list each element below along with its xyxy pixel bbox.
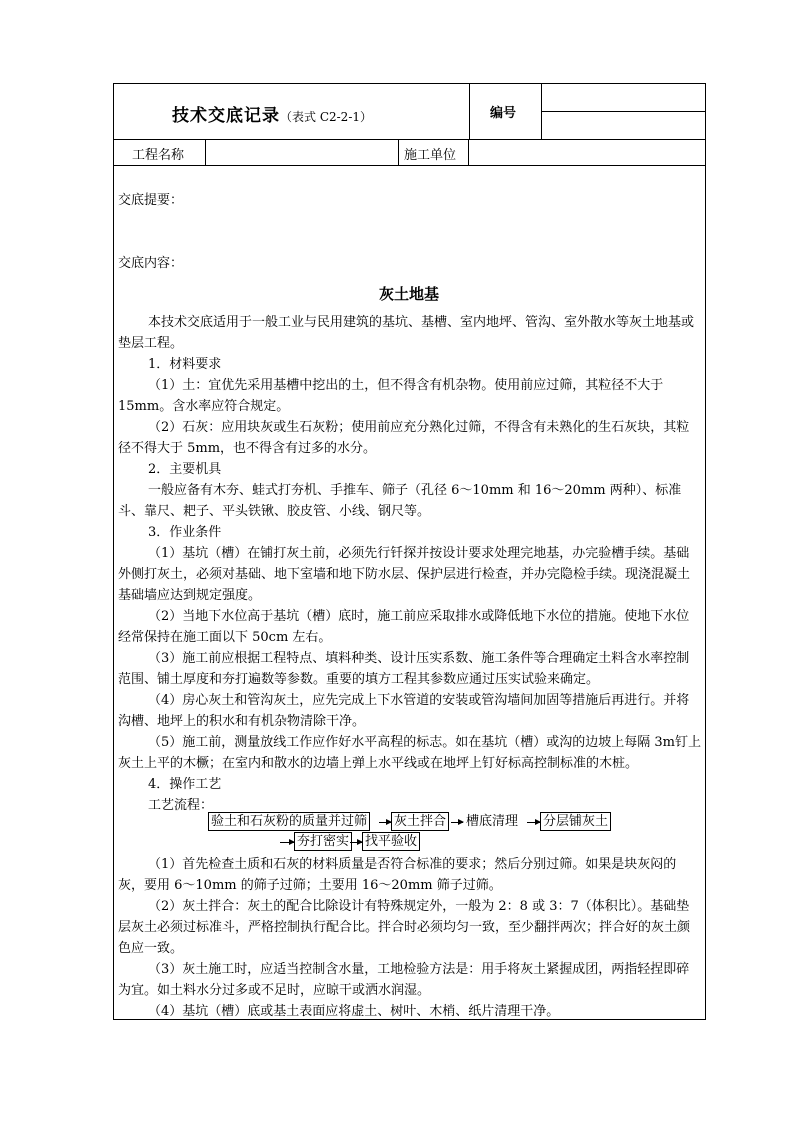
section-4-para-1: （1）首先检查土质和石灰的材料质量是否符合标准的要求；然后分别过筛。如果是块灰闷的灰，要用 6～10mm 的筛子过筛；土要用 16～20mm 筛子过筛。 (118, 857, 677, 893)
body-block-1 (118, 312, 702, 816)
section-1-title: 1．材料要求 (148, 357, 222, 372)
flow-arrow (379, 822, 391, 823)
flow-step-compact: 夯打密实 (294, 832, 352, 851)
section-3-para-3: （3）施工前应根据工程特点、填料种类、设计压实系数、施工条件等合理确定土料含水率控制范围、铺土厚度和夯打遍数等参数。重要的填方工程其参数应通过压实试验来确定。 (118, 651, 690, 687)
section-4-para-3: （3）灰土施工时，应适当控制含水量，工地检验方法是：用手将灰土紧握成团，两指轻捏即碎为宜。如土料水分过多或不足时，应晾干或洒水润湿。 (118, 962, 690, 998)
divider (114, 165, 705, 166)
record-sheet (113, 83, 706, 1020)
flow-label: 工艺流程： (148, 798, 214, 813)
construction-unit-label: 施工单位 (404, 148, 457, 163)
section-1-para-2: （2）石灰：应用块灰或生石灰粉；使用前应充分熟化过筛，不得含有未熟化的生石灰块，其粒径不得大于 5mm，也不得含有过多的水分。 (118, 420, 690, 456)
section-4-title: 4．操作工艺 (148, 777, 222, 792)
section-4-para-4: （4）基坑（槽）底或基土表面应将虚土、树叶、木梢、纸片清理干净。 (148, 1004, 560, 1019)
title-text: 技术交底记录 (172, 106, 280, 126)
flow-arrow (350, 842, 362, 843)
section-3-para-2: （2）当地下水位高于基坑（槽）底时，施工前应采取排水或降低地下水位的措施。使地下水位经常保持在施工面以下 50cm 左右。 (118, 609, 690, 645)
project-name-label: 工程名称 (132, 148, 185, 163)
section-2-title: 2．主要机具 (148, 462, 222, 477)
form-title (172, 101, 372, 126)
flow-arrow (280, 842, 294, 843)
flow-step-mix: 灰土拌合 (391, 812, 449, 831)
section-3-para-5: （5）施工前，测量放线工作应作好水平高程的标志。如在基坑（槽）或沟的边坡上每隔 3m钉上灰土上平的木橛；在室内和散水的边墙上弹上水平线或在地坪上钉好标高控制标准的木桩。 (118, 735, 702, 771)
number-field-2[interactable] (542, 112, 705, 138)
divider (469, 84, 470, 140)
section-3-title: 3．作业条件 (148, 525, 222, 540)
body-block-2 (118, 854, 702, 1022)
flow-arrow (527, 822, 540, 823)
divider (398, 139, 399, 165)
section-3-para-4: （4）房心灰土和管沟灰土，应先完成上下水管道的安装或管沟墙间加固等措施后再进行。并将沟槽、地坪上的积水和有机杂物清除干净。 (118, 693, 690, 729)
form-code: （表式 C2-2-1） (280, 110, 373, 124)
section-heading: 灰土地基 (379, 285, 440, 303)
flow-step-level: 找平验收 (362, 832, 420, 851)
summary-label: 交底提要： (118, 193, 184, 208)
number-field[interactable] (542, 85, 705, 110)
flow-step-sieve: 验土和石灰粉的质量并过筛 (208, 812, 370, 831)
content-label: 交底内容： (118, 256, 184, 271)
project-name-field[interactable] (206, 140, 397, 164)
flow-step-spread: 分层铺灰土 (540, 812, 611, 831)
flow-arrow (451, 822, 463, 823)
section-2-para-1: 一般应备有木夯、蛙式打夯机、手推车、筛子（孔径 6～10mm 和 16～20mm 两种）、标准斗、靠尺、耙子、平头铁锹、胶皮管、小线、钢尺等。 (118, 483, 682, 519)
construction-unit-field[interactable] (469, 140, 705, 164)
flow-step-clean: 槽底清理 (466, 814, 519, 829)
section-1-para-1: （1）土：宜优先采用基槽中挖出的土，但不得含有机杂物。使用前应过筛，其粒径不大于15mm。含水率应符合规定。 (118, 378, 664, 414)
number-label: 编号 (490, 106, 517, 121)
section-4-para-2: （2）灰土拌合：灰土的配合比除设计有特殊规定外，一般为 2：8 或 3：7（体积比）。基础垫层灰土必须过标准斗，严格控制执行配合比。拌合时必须均匀一致，至少翻拌两次；拌合好的灰土颜色应一致。 (118, 899, 691, 956)
section-3-para-1: （1）基坑（槽）在铺打灰土前，必须先行钎探并按设计要求处理完地基，办完验槽手续。基础外侧打灰土，必须对基础、地下室墙和地下防水层、保护层进行检查，并办完隐检手续。现浇混凝土基础墙应达到规定强度。 (118, 546, 691, 603)
intro-paragraph: 本技术交底适用于一般工业与民用建筑的基坑、基槽、室内地坪、管沟、室外散水等灰土地基或垫层工程。 (118, 315, 695, 351)
